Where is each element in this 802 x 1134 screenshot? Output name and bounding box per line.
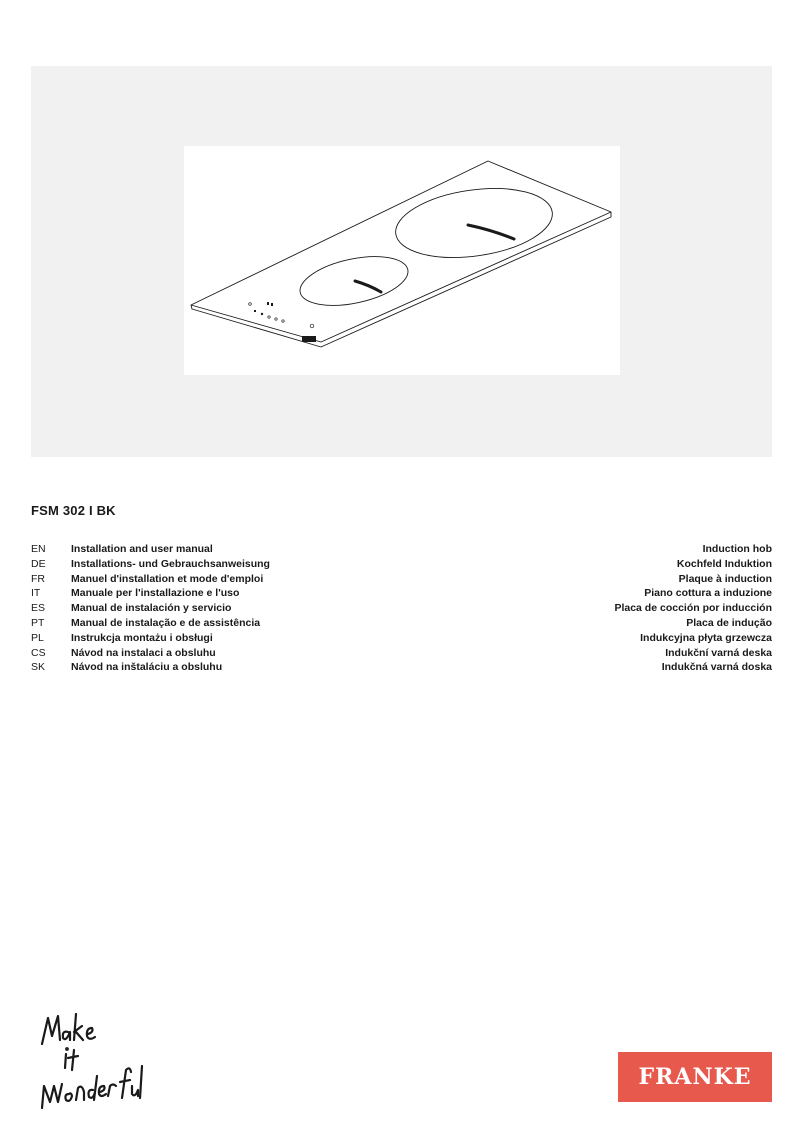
language-row-pt (31, 616, 772, 631)
manual-title: Manuale per l'installazione e l'uso (71, 587, 240, 600)
manual-title: Návod na instalaci a obsluhu (71, 646, 216, 659)
language-row-sk (31, 660, 772, 675)
manual-title: Installations- und Gebrauchsanweisung (71, 557, 270, 570)
language-code: IT (31, 587, 41, 600)
language-list (31, 542, 772, 675)
manual-title: Manual de instalación y servicio (71, 602, 232, 615)
product-name: Placa de indução (686, 616, 772, 629)
language-code: ES (31, 602, 46, 615)
language-row-de (31, 557, 772, 572)
language-row-it (31, 586, 772, 601)
language-code: DE (31, 557, 46, 570)
hob-glass-edge (191, 212, 611, 347)
language-code: PL (31, 631, 44, 644)
zone-mark-large (468, 225, 514, 239)
language-code: SK (31, 661, 46, 674)
franke-logo (618, 1052, 772, 1102)
product-illustration (184, 146, 620, 375)
product-name: Kochfeld Induktion (676, 557, 772, 570)
product-name: Piano cottura a induzione (644, 587, 772, 600)
slogan-handwritten (36, 1010, 146, 1120)
product-name: Induction hob (702, 543, 772, 555)
language-row-es (31, 601, 772, 616)
product-name: Indukčná varná doska (661, 661, 772, 674)
language-row-cs (31, 646, 772, 661)
zone-mark-small (355, 281, 381, 292)
model-number: FSM 302 I BK (31, 503, 116, 518)
product-name: Plaque à induction (678, 572, 772, 585)
power-icon (310, 324, 314, 328)
product-image-panel (31, 66, 772, 457)
language-row-en (31, 542, 772, 557)
manual-title: Installation and user manual (71, 543, 213, 555)
induction-hob-drawing (184, 146, 620, 375)
language-code: PT (31, 616, 45, 629)
brand-wordmark: FRANKE (638, 1064, 752, 1090)
product-name: Placa de cocción por inducción (614, 602, 772, 615)
manual-title: Manual de instalação e de assistência (71, 616, 261, 629)
manual-title: Návod na inštaláciu a obsluhu (71, 661, 223, 674)
language-row-pl (31, 631, 772, 646)
hob-glass-top (191, 161, 611, 342)
brand-badge (302, 336, 316, 342)
cooking-zone-large (391, 179, 557, 266)
product-name: Indukcyjna płyta grzewcza (640, 631, 772, 644)
language-code: EN (31, 543, 46, 555)
language-code: FR (31, 572, 45, 585)
manual-title: Instrukcja montażu i obsługi (71, 631, 213, 644)
language-row-fr (31, 572, 772, 587)
language-code: CS (31, 646, 46, 659)
product-name: Indukční varná deska (665, 646, 772, 659)
manual-title: Manuel d'installation et mode d'emploi (71, 572, 264, 585)
